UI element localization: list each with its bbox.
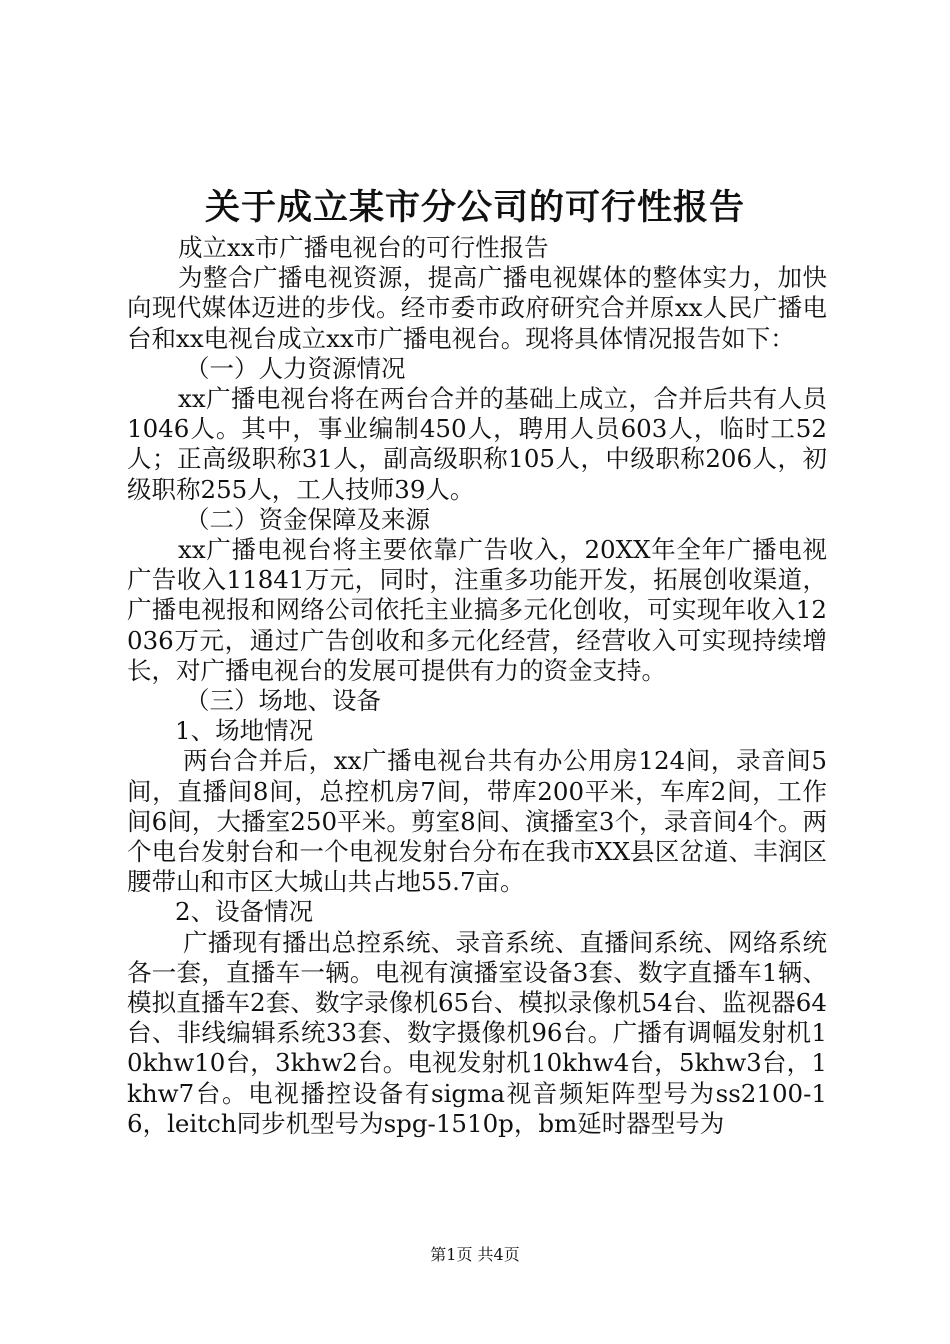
funding-paragraph: xx广播电视台将主要依靠广告收入，20XX年全年广播电视广告收入11841万元，同时，注重多功能开发，拓展创收渠道，广播电视报和网络公司依托主业搞多元化创收，可实现年收入12036万元，通过广告创收和多元化经营，经营收入可实现持续增长，对广播电视台的发展可提供有力的资金支持。 [127, 535, 827, 685]
subtitle-paragraph: 成立xx市广播电视台的可行性报告 [178, 233, 549, 262]
subheading-sites: 1、场地情况 [175, 716, 314, 746]
section-heading-facilities: （三）场地、设备 [185, 686, 381, 716]
document-body [127, 233, 827, 1139]
section-heading-funding: （二）资金保障及来源 [185, 504, 430, 534]
equipment-paragraph: 广播现有播出总控系统、录音系统、直播间系统、网络系统各一套，直播车一辆。电视有演播室设备3套、数字直播车1辆、模拟直播车2套、数字录像机65台、模拟录像机54台、监视器64台、非线编辑系统33套、数字摄像机96台。广播有调幅发射机10khw10台，3khw2台。电视发射机10khw4台，5khw3台，1khw7台。电视播控设备有sigma视音频矩阵型号为ss2100-16，leitch同步机型号为spg-1510p，bm延时器型号为 [127, 927, 827, 1138]
hr-paragraph: xx广播电视台将在两台合并的基础上成立，合并后共有人员1046人。其中，事业编制450人，聘用人员603人，临时工52人；正高级职称31人，副高级职称105人，中级职称206人，初级职称255人，工人技师39人。 [127, 384, 827, 504]
section-heading-hr: （一）人力资源情况 [185, 353, 406, 383]
sites-paragraph: 两台合并后，xx广播电视台共有办公用房124间，录音间5间，直播间8间，总控机房7间，带库200平米，车库2间，工作间6间，大播室250平米。剪室8间、演播室3个，录音间4个。两个电台发射台和一个电视发射台分布在我市XX县区岔道、丰润区腰带山和市区大城山共占地55.7亩。 [127, 746, 827, 897]
subheading-equipment: 2、设备情况 [175, 897, 314, 927]
page-footer: 第1页 共4页 [430, 1245, 520, 1264]
document-title: 关于成立某市分公司的可行性报告 [204, 187, 745, 228]
intro-paragraph: 为整合广播电视资源，提高广播电视媒体的整体实力，加快向现代媒体迈进的步伐。经市委市政府研究合并原xx人民广播电台和xx电视台成立xx市广播电视台。现将具体情况报告如下： [127, 263, 827, 353]
